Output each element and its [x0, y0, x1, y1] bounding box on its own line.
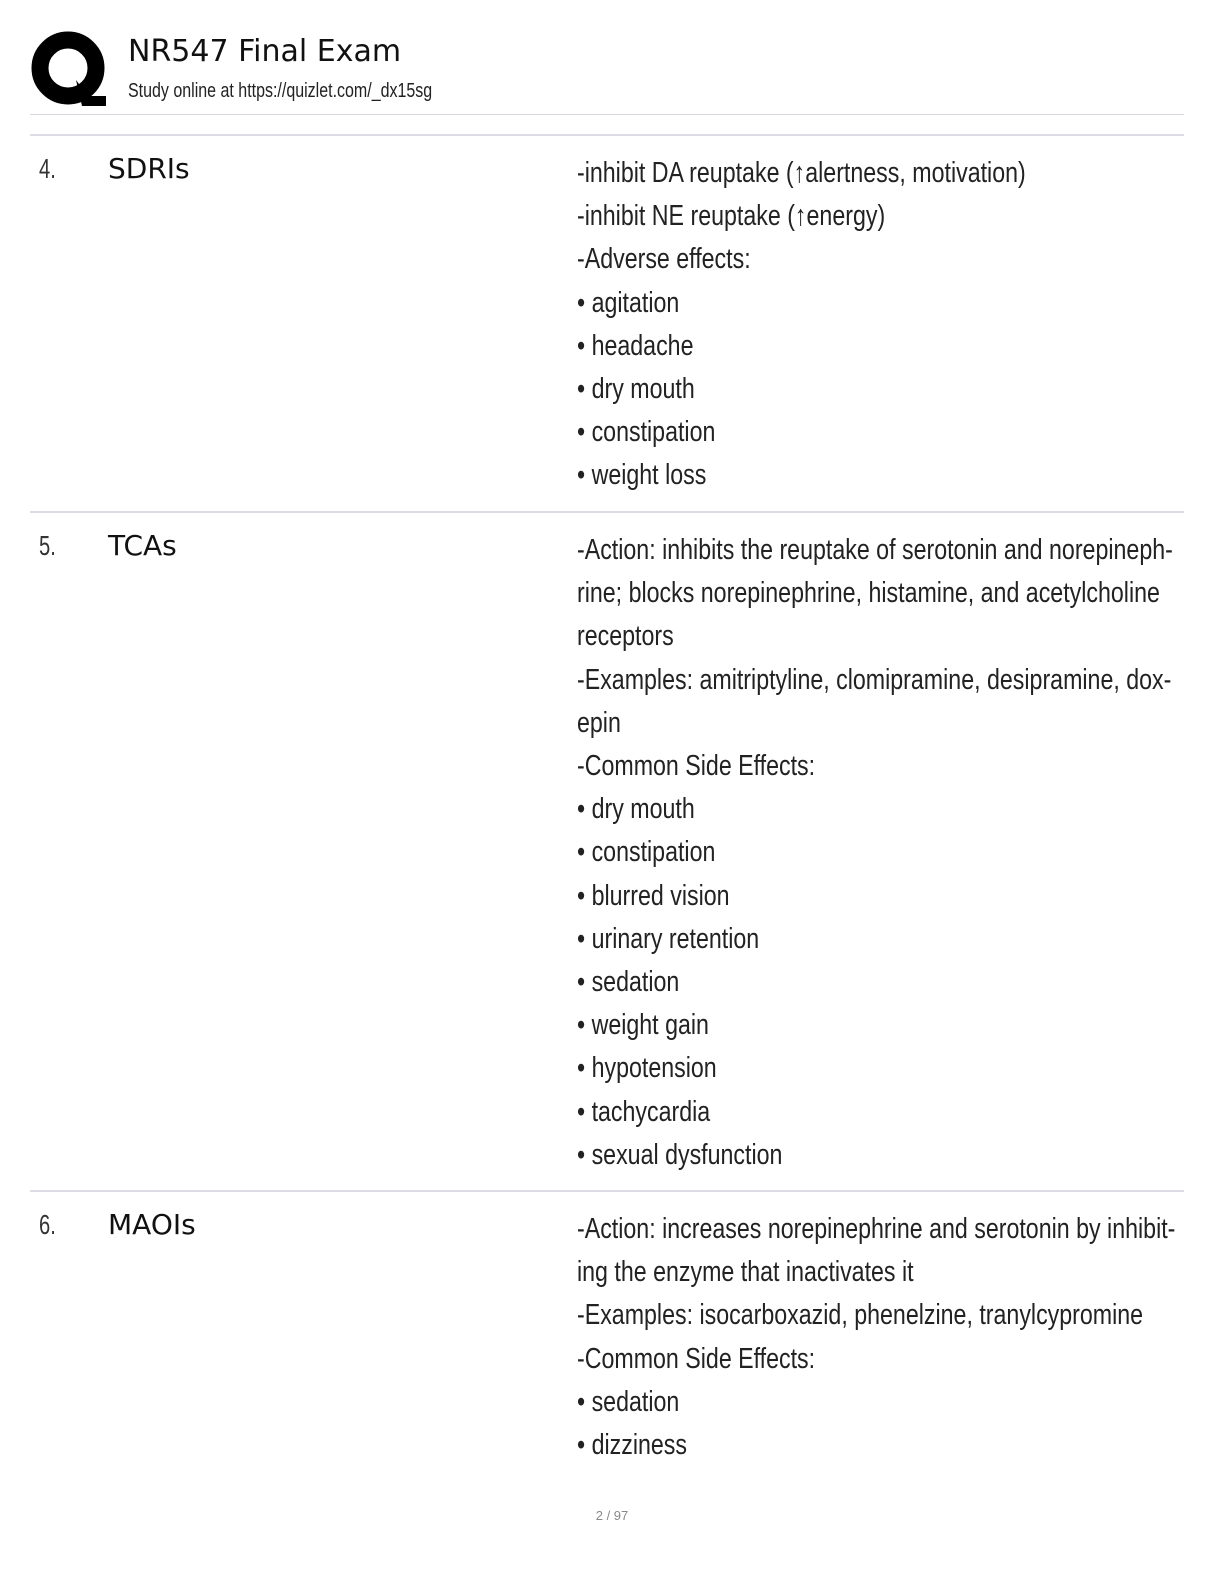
page-number: 2 / 97: [595, 1508, 629, 1523]
definition-line: -Adverse effects:: [577, 243, 751, 276]
entry-divider: [30, 1190, 1184, 1192]
definition-line: -Action: inhibits the reuptake of serotonin and norepineph-: [577, 534, 1173, 566]
definition-bullet: • dry mouth: [577, 373, 695, 406]
definition-line: ing the enzyme that inactivates it: [577, 1256, 914, 1289]
document-title: NR547 Final Exam: [128, 34, 402, 69]
header-divider: [30, 114, 1184, 115]
definition-bullet: • dry mouth: [577, 793, 695, 826]
definition-line: -Common Side Effects:: [577, 750, 816, 783]
entry-definition: [577, 529, 1177, 1177]
definition-line: -inhibit DA reuptake (↑alertness, motivation): [577, 157, 1026, 189]
quizlet-q-logo-icon: [30, 30, 110, 110]
definition-line: -Examples: isocarboxazid, phenelzine, tranylcypromine: [577, 1299, 1144, 1332]
entry-definition: [577, 1208, 1177, 1467]
entry-divider: [30, 134, 1184, 136]
definition-bullet: • agitation: [577, 286, 680, 319]
definition-bullet: • headache: [577, 329, 694, 362]
entry-term: SDRIs: [108, 152, 190, 185]
definition-bullet: • tachycardia: [577, 1095, 711, 1128]
definition-bullet: • sedation: [577, 966, 680, 999]
entry-number: 4.: [39, 153, 56, 184]
definition-line: receptors: [577, 620, 674, 653]
entry-term: MAOIs: [108, 1208, 196, 1241]
definition-line: rine; blocks norepinephrine, histamine, and acetylcholine: [577, 577, 1160, 610]
definition-bullet: • constipation: [577, 416, 716, 449]
study-online-link[interactable]: Study online at https://quizlet.com/_dx15sg: [128, 80, 433, 102]
entry-divider: [30, 511, 1184, 513]
definition-line: -Examples: amitriptyline, clomipramine, desipramine, dox-: [577, 663, 1172, 696]
definition-bullet: • blurred vision: [577, 879, 730, 912]
definition-line: epin: [577, 706, 621, 739]
entry-number: 6.: [39, 1209, 56, 1240]
page-header: [30, 28, 1184, 114]
definition-line: -Common Side Effects:: [577, 1342, 816, 1375]
definition-bullet: • constipation: [577, 836, 716, 869]
definition-line: -inhibit NE reuptake (↑energy): [577, 200, 886, 233]
definition-bullet: • sedation: [577, 1385, 680, 1418]
definition-line: -Action: increases norepinephrine and serotonin by inhibit-: [577, 1213, 1176, 1245]
definition-bullet: • dizziness: [577, 1429, 687, 1462]
entry-definition: [577, 152, 1177, 498]
definition-bullet: • weight loss: [577, 459, 707, 492]
definition-bullet: • weight gain: [577, 1009, 709, 1042]
definition-bullet: • urinary retention: [577, 922, 760, 955]
entry-term: TCAs: [108, 529, 177, 562]
entry-number: 5.: [39, 530, 56, 561]
definition-bullet: • hypotension: [577, 1052, 717, 1085]
definition-bullet: • sexual dysfunction: [577, 1138, 783, 1171]
